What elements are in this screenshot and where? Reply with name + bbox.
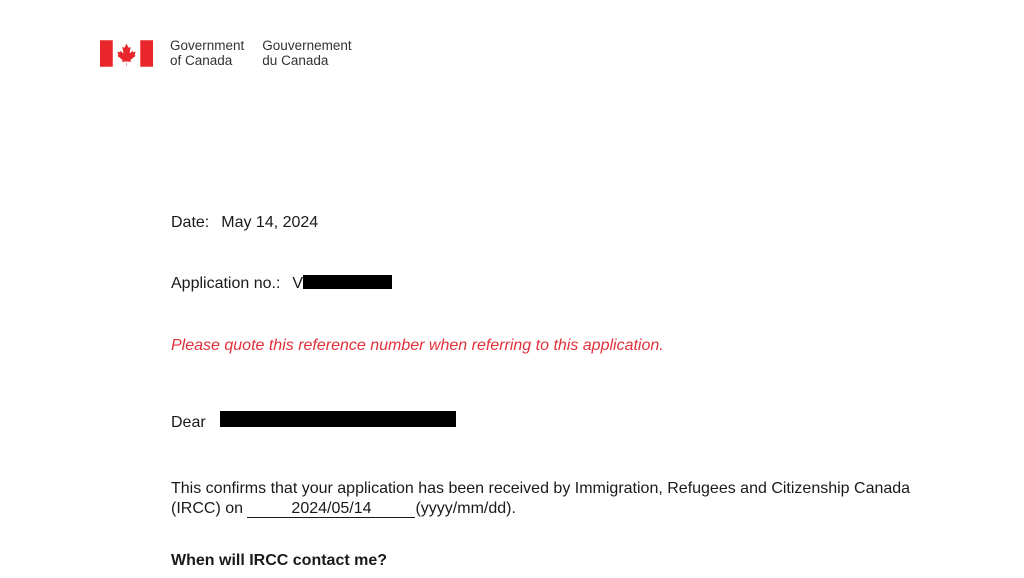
date-label: Date: [171, 214, 210, 231]
date-value: May 14, 2024 [221, 214, 319, 231]
government-header [100, 38, 352, 68]
wordmark-english [170, 38, 244, 68]
application-number-line [171, 274, 392, 294]
reference-note: Please quote this reference number when referring to this application. [171, 337, 664, 354]
date-line [171, 213, 318, 233]
section-heading: When will IRCC contact me? [171, 552, 388, 569]
redacted-application-number [303, 275, 392, 289]
wordmark-french-line2: du Canada [262, 53, 329, 68]
salutation: Dear [171, 414, 206, 431]
application-number-prefix: V [292, 275, 304, 292]
wordmark-french-line1: Gouvernement [262, 38, 352, 53]
wordmark-french [262, 38, 351, 68]
wordmark-english-line2: of Canada [170, 53, 233, 68]
redacted-recipient-name [220, 411, 456, 427]
received-date: 2024/05/14 [247, 500, 415, 518]
application-number-label: Application no.: [171, 275, 281, 292]
confirmation-text: This confirms that your application has been received by Immigration, Refugees and Citizenship Canada (IRCC) on [171, 480, 911, 517]
date-format-hint: (yyyy/mm/dd). [415, 500, 516, 517]
salutation-line [171, 413, 206, 433]
canada-flag-icon [100, 40, 153, 67]
confirmation-paragraph [171, 479, 931, 519]
wordmark-english-line1: Government [170, 38, 245, 53]
